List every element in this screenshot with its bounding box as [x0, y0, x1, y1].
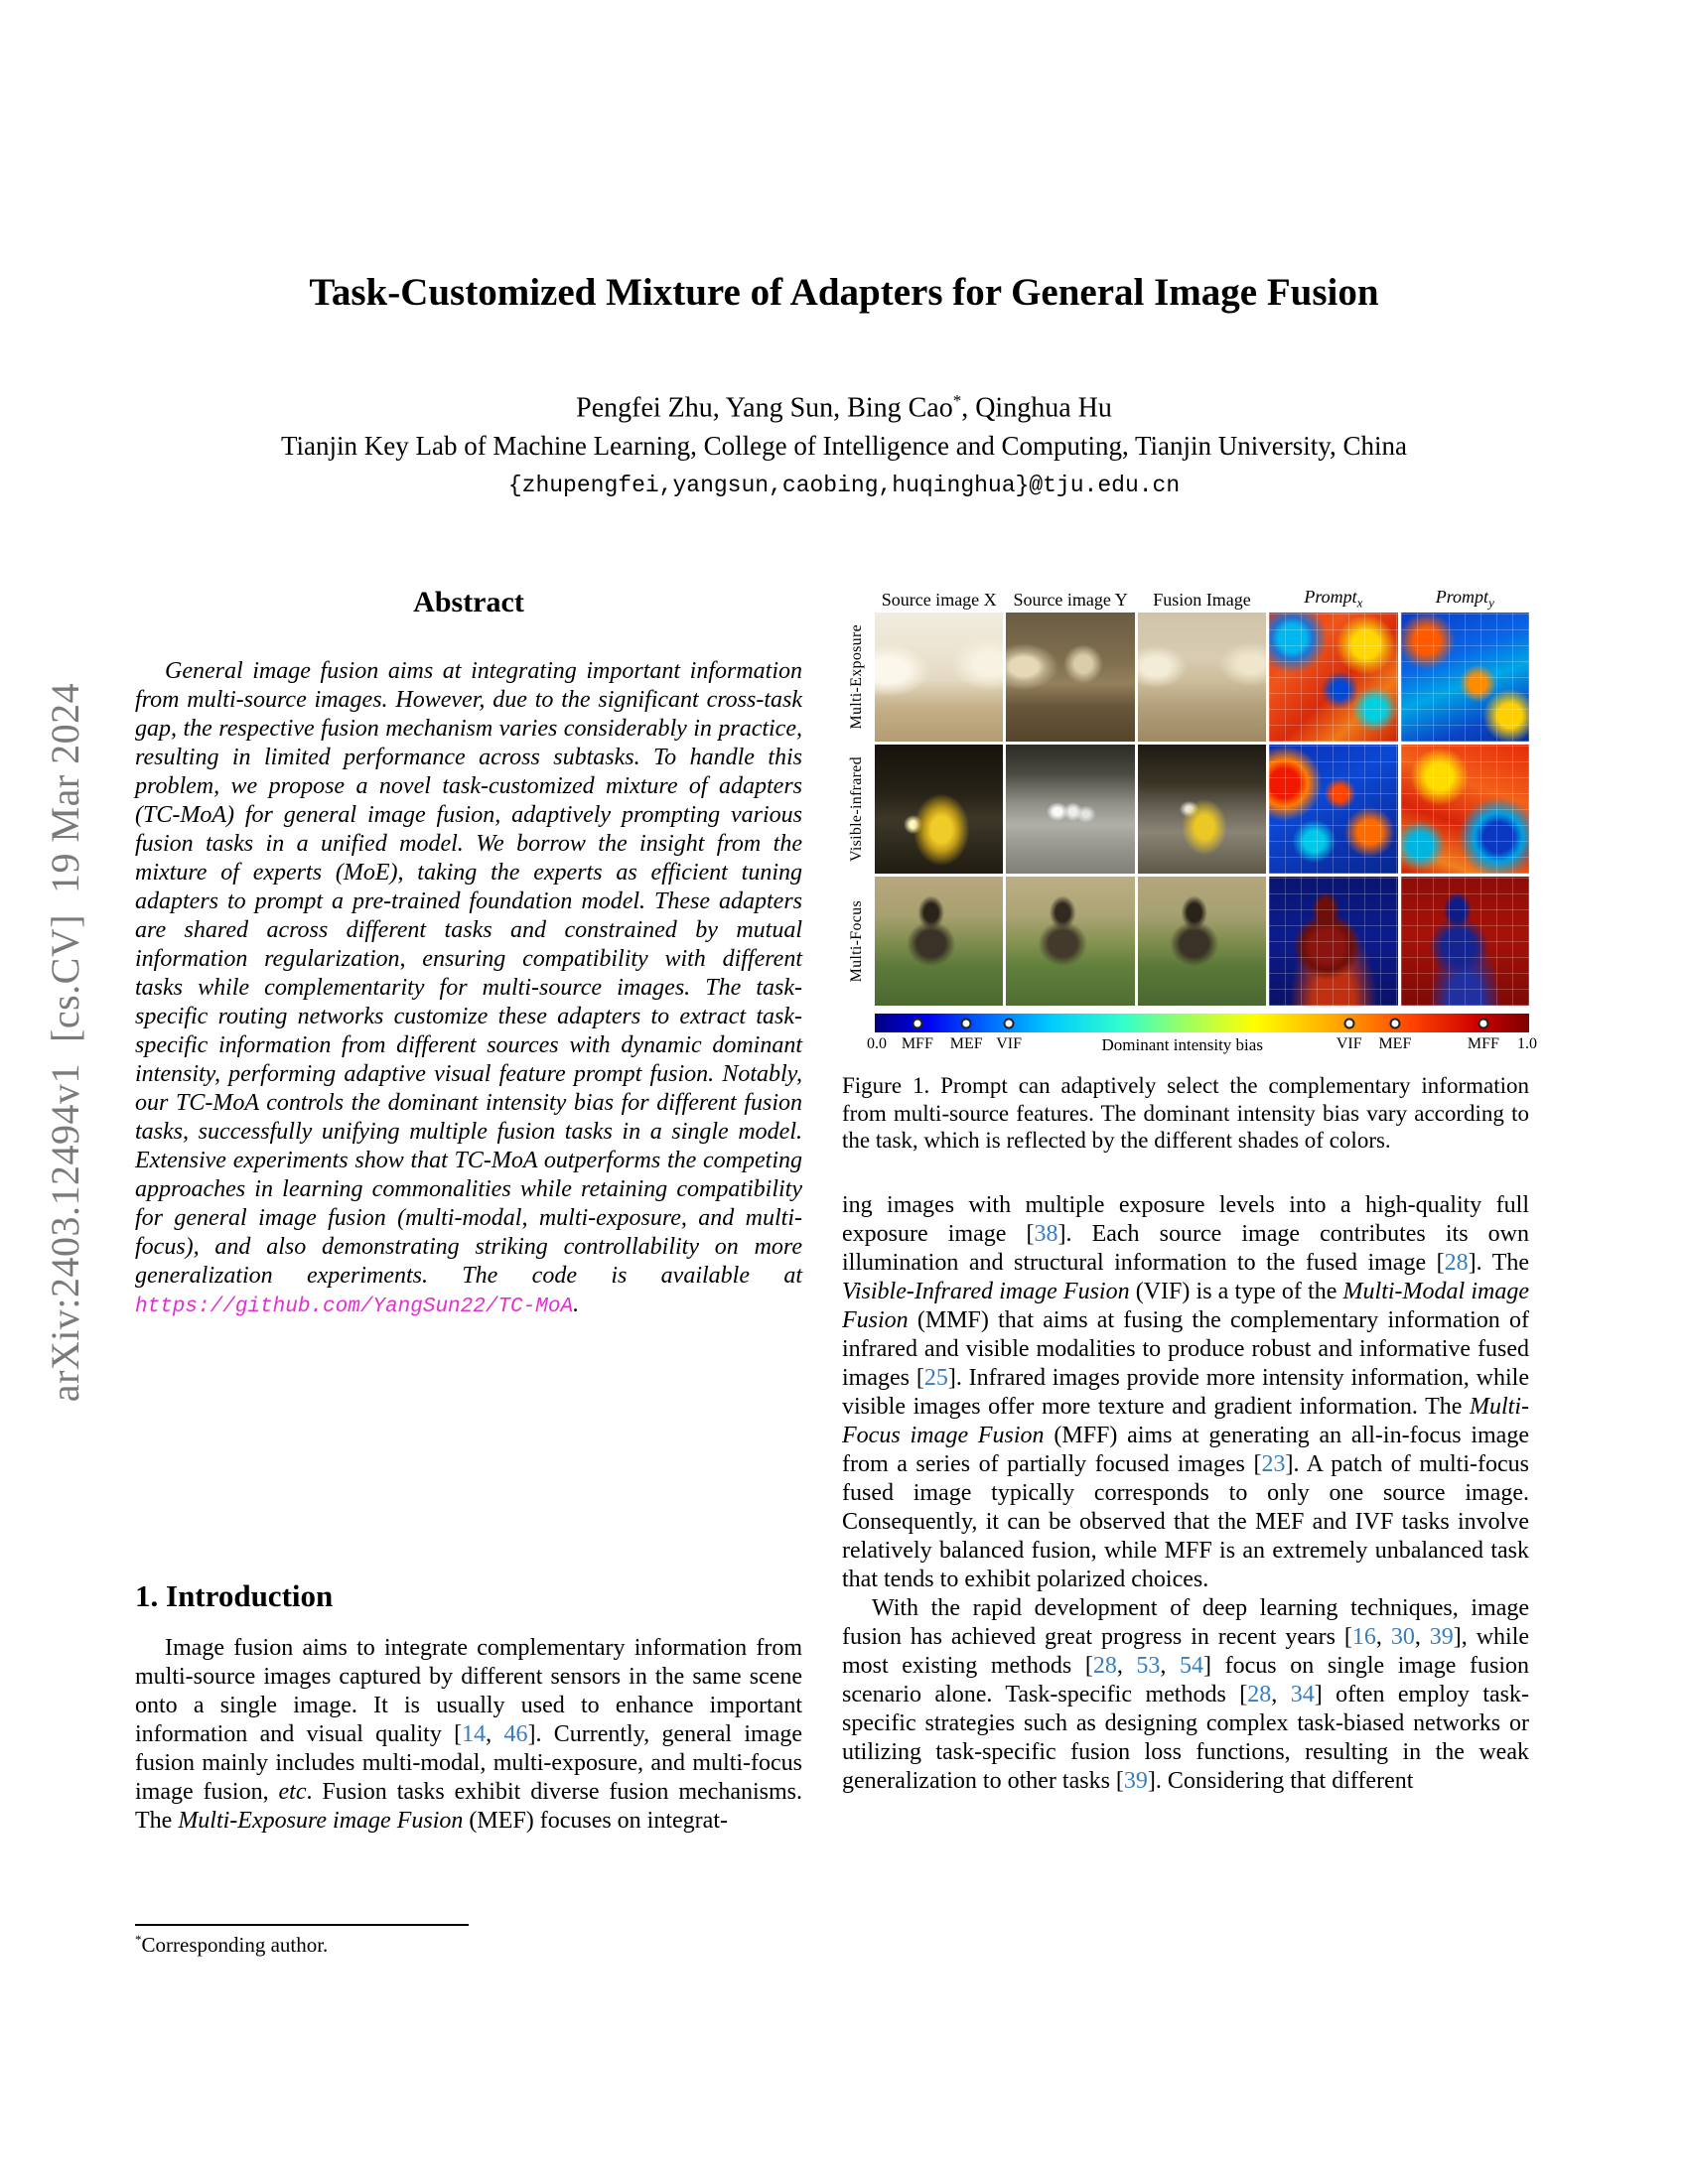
abstract-text [135, 657, 802, 1321]
text-segment: . Fusion tasks exhibit diverse fusion mechanisms. The [135, 1779, 802, 1834]
section-heading-introduction: 1. Introduction [135, 1578, 334, 1613]
colorbar-section [867, 1014, 1537, 1058]
emphasized-text: etc [278, 1779, 307, 1805]
figure-cell-multi-exposure-prompt-y [1401, 613, 1529, 742]
text-segment: (MFF) aims at generating an all-in-focus image from a series of partially focused images [ [842, 1423, 1529, 1477]
citation-link[interactable]: 30 [1390, 1624, 1415, 1650]
prompt-x-label: Prompt [1304, 586, 1357, 607]
affiliation-line: Tianjin Key Lab of Machine Learning, College of Intelligence and Computing, Tianjin University, China [280, 431, 1408, 461]
colorbar-marker [1477, 1018, 1488, 1028]
text-segment: ]. Infrared images provide more intensity information, while visible images offer more texture and gradient information. The [842, 1365, 1529, 1420]
figure-cell-multi-focus-prompt-x [1269, 877, 1397, 1006]
authors-pre: Pengfei Zhu, Yang Sun, Bing Cao [576, 392, 953, 424]
text-segment: ]. The [1468, 1250, 1530, 1276]
text-segment: (MMF) that aims at fusing the complementary information of infrared and visible modalities to produce robust and informative fused images [ [842, 1307, 1529, 1391]
text-segment: (VIF) is a type of the [1129, 1279, 1343, 1304]
text-segment: , [1375, 1624, 1391, 1650]
figure-caption: Figure 1. Prompt can adaptively select the complementary information from multi-source features. The dominant intensity bias vary according to the task, which is reflected by the different shades of colors. [842, 1073, 1529, 1153]
figure-cell-visible-infrared-source-x [875, 745, 1003, 874]
email-line: {zhupengfei,yangsun,caobing,huqinghua}@tju.edu.cn [507, 473, 1181, 498]
colorbar-label-mef: MEF [949, 1035, 983, 1052]
figure-cell-multi-focus-source-y [1006, 877, 1134, 1006]
figure-cell-multi-exposure-source-x [875, 613, 1003, 742]
citation-link[interactable]: 46 [503, 1721, 528, 1747]
emphasized-text: Multi-Exposure image Fusion [178, 1808, 464, 1834]
text-segment: ]. A patch of multi-focus fused image typically corresponds to only one source image. Consequently, it can be observed that the MEF and IVF tasks involve relatively balanced fusion, while MFF is an extremely unbalanced task that tends to exhibit polarized choices. [842, 1451, 1529, 1592]
figure-grid-corner [842, 586, 872, 610]
citation-link[interactable]: 39 [1429, 1624, 1454, 1650]
colorbar-label-vif: VIF [996, 1035, 1022, 1052]
arxiv-stamp: arXiv:2403.12494v1 [cs.CV] 19 Mar 2024 [43, 682, 87, 1403]
body-paragraph-2 [842, 1594, 1529, 1796]
text-segment: , [1160, 1653, 1181, 1679]
citation-link[interactable]: 34 [1290, 1682, 1315, 1707]
text-segment: , [1116, 1653, 1137, 1679]
colorbar-marker [1004, 1018, 1015, 1028]
citation-link[interactable]: 23 [1261, 1451, 1286, 1477]
citation-link[interactable]: 28 [1092, 1653, 1117, 1679]
citation-link[interactable]: 39 [1123, 1768, 1148, 1794]
citation-link[interactable]: 28 [1444, 1250, 1469, 1276]
text-segment: Image fusion aims to integrate complementary information from multi-source images captured by different sensors in the same scene onto a single image. It is usually used to enhance important information and visual quality [ [135, 1635, 802, 1747]
emphasized-text: Visible-Infrared image Fusion [842, 1279, 1130, 1304]
text-segment: . [573, 1292, 580, 1317]
figure-cell-multi-focus-prompt-y [1401, 877, 1529, 1006]
citation-link[interactable]: 14 [462, 1721, 487, 1747]
row-label-multi-focus: Multi-Focus [848, 899, 865, 983]
row-label-multi-exposure: Multi-Exposure [848, 624, 865, 730]
colorbar-marker [1343, 1018, 1354, 1028]
colorbar [875, 1014, 1529, 1032]
colorbar-marker [1389, 1018, 1400, 1028]
introduction-paragraph [135, 1634, 802, 1836]
citation-link[interactable]: 16 [1351, 1624, 1376, 1650]
abstract-heading: Abstract [413, 586, 524, 618]
text-segment: ]. Currently, general image fusion mainly includes multi-modal, multi-exposure, and multi-focus image fusion, [135, 1721, 803, 1805]
text-segment: ] focus on single image fusion scenario alone. Task-specific methods [ [842, 1653, 1530, 1707]
prompt-x-sub: x [1356, 595, 1363, 611]
corresponding-author-mark: * [952, 391, 962, 410]
column-header-prompt-x [1269, 588, 1397, 610]
text-segment: General image fusion aims at integrating important information from multi-source images. However, due to the significant cross-task gap, the respective fusion mechanism varies considerably in practice, resulting in limited performance across subtasks. To handle this problem, we propose a novel task-customized mixture of adapters (TC-MoA) for general image fusion, adaptively prompting various fusion tasks in a unified model. We borrow the insight from the mixture of experts (MoE), taking the experts as efficient tuning adapters to prompt a pre-trained foundation model. These adapters are shared across different tasks and constrained by mutual information regularization, ensuring compatibility with different tasks while complementarity for multi-source images. The task-specific routing networks customize these adapters to extract task-specific information from different sources with dynamic dominant intensity, performing adaptive visual feature prompt fusion. Notably, our TC-MoA controls the dominant intensity bias for different fusion tasks, successfully unifying multiple fusion tasks in a single model. Extensive experiments show that TC-MoA outperforms the competing approaches in learning commonalities while retaining compatibility for general image fusion (multi-modal, multi-exposure, and multi-focus), and also demonstrating striking controllability on more generalization experiments. The code is available at [135, 658, 802, 1289]
prompt-y-sub: y [1488, 595, 1494, 611]
colorbar-marker [961, 1018, 972, 1028]
colorbar-label-mef: MEF [1378, 1035, 1412, 1052]
text-segment: ] often employ task-specific strategies such as designing complex task-biased networks or utilizing task-specific fusion loss functions, resulting in the weak generalization to other tasks [ [842, 1682, 1529, 1794]
text-segment: ]. Considering that different [1147, 1768, 1414, 1794]
footnote-label: Corresponding author. [141, 1933, 329, 1957]
citation-link[interactable]: 28 [1247, 1682, 1272, 1707]
row-label-visible-infrared: Visible-infrared [848, 755, 865, 863]
citation-link[interactable]: 25 [923, 1365, 948, 1391]
colorbar-label-mff: MFF [1467, 1035, 1499, 1052]
right-column-body [842, 1191, 1529, 1796]
text-segment: (MEF) focuses on integrat- [463, 1808, 728, 1834]
text-segment: , [1414, 1624, 1430, 1650]
figure-1 [842, 586, 1537, 1155]
figure-cell-visible-infrared-fusion [1138, 745, 1266, 874]
citation-link[interactable]: 54 [1180, 1653, 1204, 1679]
figure-cell-visible-infrared-prompt-y [1401, 745, 1529, 874]
figure-cell-multi-focus-fusion [1138, 877, 1266, 1006]
column-header-source-x: Source image X [881, 590, 997, 611]
colorbar-mark-row [867, 1032, 1537, 1058]
figure-cell-visible-infrared-source-y [1006, 745, 1134, 874]
authors-line [0, 391, 1688, 424]
colorbar-label-mff: MFF [901, 1035, 933, 1052]
text-segment: , [1271, 1682, 1291, 1707]
colorbar-max-value: 1.0 [1517, 1035, 1537, 1052]
figure-cell-multi-exposure-source-y [1006, 613, 1134, 742]
figure-grid [842, 586, 1529, 1006]
emphasized-text: Multi-Focus image Fusion [842, 1394, 1529, 1448]
figure-cell-multi-focus-source-x [875, 877, 1003, 1006]
colorbar-marker [912, 1018, 922, 1028]
footnote [135, 1924, 802, 1958]
text-segment: , [486, 1721, 504, 1747]
paper-title: Task-Customized Mixture of Adapters for General Image Fusion [309, 271, 1379, 314]
code-repository-link[interactable]: https://github.com/YangSun22/TC-MoA [135, 1296, 574, 1318]
column-header-source-y: Source image Y [1013, 590, 1128, 611]
footnote-rule [135, 1924, 469, 1926]
figure-cell-visible-infrared-prompt-x [1269, 745, 1397, 874]
text-segment: With the rapid development of deep learning techniques, image fusion has achieved great progress in recent years [ [842, 1595, 1529, 1650]
citation-link[interactable]: 53 [1136, 1653, 1161, 1679]
figure-cell-multi-exposure-prompt-x [1269, 613, 1397, 742]
citation-link[interactable]: 38 [1034, 1221, 1058, 1247]
text-segment: ], while most existing methods [ [842, 1624, 1530, 1679]
footnote-marker: * [135, 1932, 142, 1947]
column-header-fusion: Fusion Image [1153, 590, 1251, 611]
authors-post: , Qinghua Hu [961, 392, 1112, 424]
column-header-prompt-y [1401, 588, 1529, 610]
colorbar-label-vif: VIF [1336, 1035, 1362, 1052]
body-paragraph-1 [842, 1191, 1529, 1594]
prompt-y-label: Prompt [1435, 586, 1489, 607]
text-segment: ing images with multiple exposure levels into a high-quality full exposure image [ [842, 1192, 1529, 1247]
figure-cell-multi-exposure-fusion [1138, 613, 1266, 742]
text-segment: ]. Each source image contributes its own illumination and structural information to the fused image [ [842, 1221, 1529, 1276]
emphasized-text: Multi-Modal image Fusion [842, 1279, 1529, 1333]
colorbar-min-value: 0.0 [867, 1035, 887, 1052]
footnote-text [135, 1932, 802, 1958]
colorbar-center-label: Dominant intensity bias [1101, 1035, 1263, 1054]
